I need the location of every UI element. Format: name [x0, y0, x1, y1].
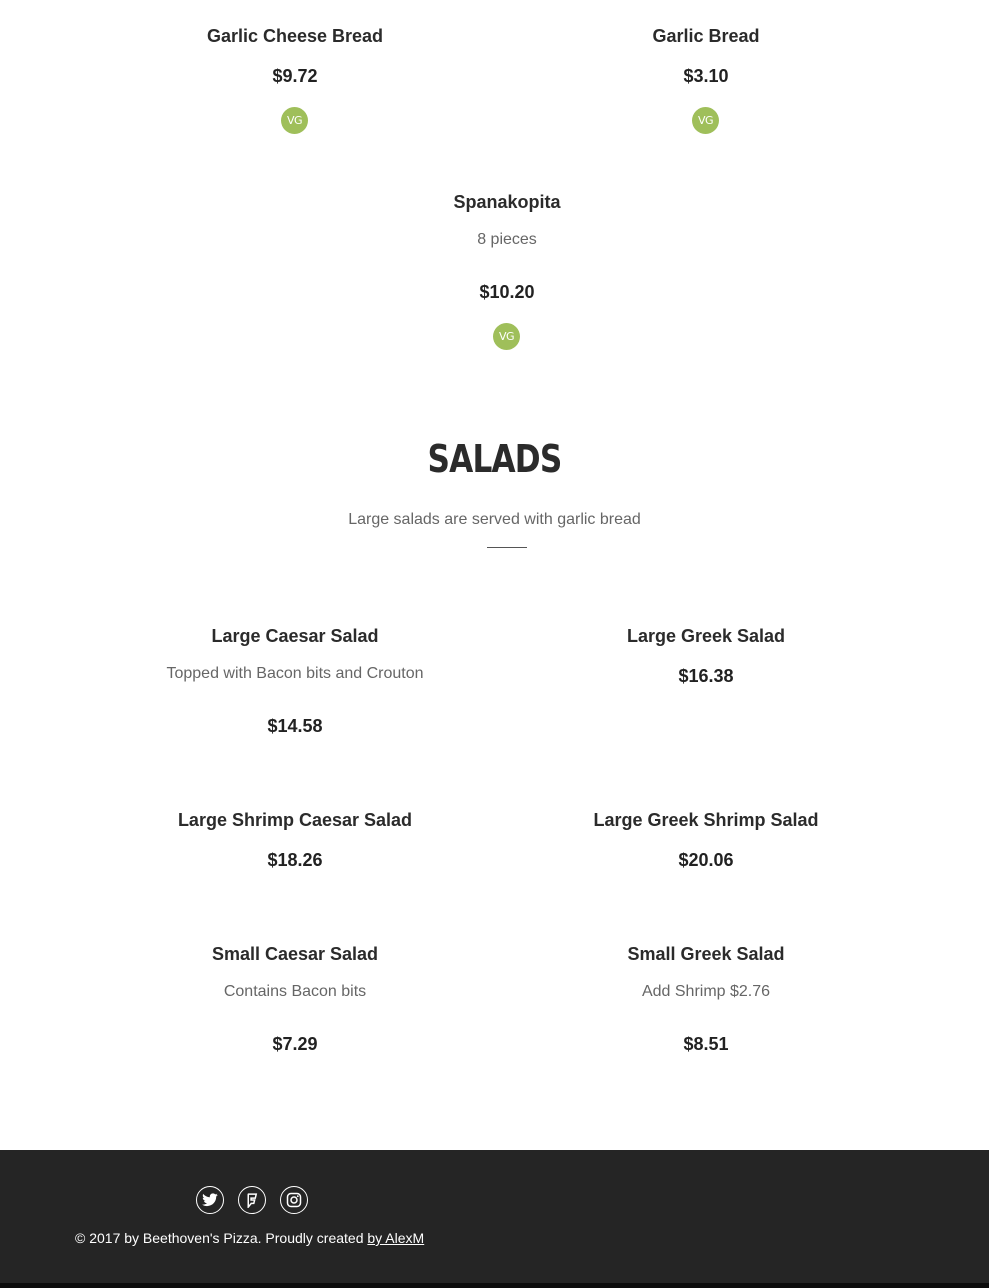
menu-item-name: Large Caesar Salad	[211, 626, 379, 646]
menu-item	[516, 624, 896, 704]
menu-item-name: Large Shrimp Caesar Salad	[177, 810, 413, 830]
menu-item-name: Small Greek Salad	[627, 944, 785, 964]
menu-item-description: Topped with Bacon bits and Crouton	[166, 665, 424, 682]
site-footer	[0, 1150, 989, 1283]
menu-item	[317, 190, 697, 355]
instagram-icon[interactable]	[280, 1186, 308, 1214]
menu-item-price: $18.26	[267, 850, 323, 870]
menu-item	[516, 942, 896, 1072]
menu-item	[105, 24, 485, 144]
twitter-icon[interactable]	[196, 1186, 224, 1214]
author-credit-link[interactable]: by AlexM	[367, 1230, 425, 1246]
menu-item-name: Spanakopita	[453, 192, 561, 212]
menu-item	[105, 808, 485, 888]
copyright-label: © 2017 by Beethoven's Pizza. Proudly created	[75, 1230, 368, 1246]
menu-item-description: Contains Bacon bits	[223, 983, 367, 1000]
menu-item-price: $20.06	[678, 850, 734, 870]
section-divider	[487, 547, 527, 548]
menu-item-price: $8.51	[683, 1034, 729, 1054]
menu-item-description: Add Shrimp $2.76	[641, 983, 771, 1000]
vegetarian-badge-icon: VG	[493, 323, 520, 350]
vegetarian-badge-icon: VG	[692, 107, 719, 134]
menu-item-price: $14.58	[267, 716, 323, 736]
menu-item	[105, 942, 485, 1072]
menu-item-description: 8 pieces	[477, 231, 537, 248]
foursquare-icon[interactable]	[238, 1186, 266, 1214]
menu-item-price: $9.72	[272, 66, 318, 86]
bottom-bar	[0, 1283, 989, 1288]
menu-item-price: $10.20	[479, 282, 535, 302]
copyright-text	[75, 1228, 424, 1248]
menu-item	[516, 808, 896, 888]
menu-item	[105, 624, 485, 754]
menu-item-name: Garlic Cheese Bread	[206, 26, 384, 46]
menu-item-price: $3.10	[683, 66, 729, 86]
menu-item-price: $7.29	[272, 1034, 318, 1054]
menu-item	[516, 24, 896, 144]
vegetarian-badge-icon: VG	[281, 107, 308, 134]
section-title: SALADS	[427, 437, 562, 481]
menu-item-name: Large Greek Salad	[626, 626, 786, 646]
menu-item-name: Small Caesar Salad	[211, 944, 379, 964]
menu-item-name: Garlic Bread	[652, 26, 760, 46]
section-subtitle: Large salads are served with garlic bread	[348, 511, 641, 528]
menu-item-name: Large Greek Shrimp Salad	[593, 810, 819, 830]
menu-item-price: $16.38	[678, 666, 734, 686]
